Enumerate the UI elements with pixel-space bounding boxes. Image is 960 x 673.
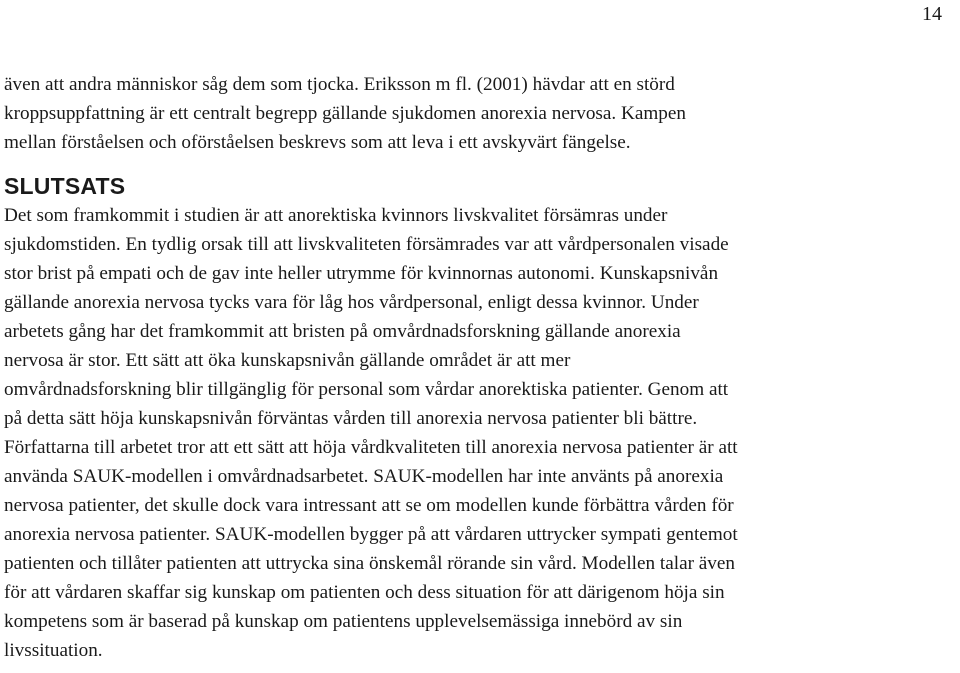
text-line: nervosa patienter, det skulle dock vara intressant att se om modellen kunde förbättra vården för bbox=[4, 495, 734, 516]
text-line: mellan förståelsen och oförståelsen beskrevs som att leva i ett avskyvärt fängelse. bbox=[4, 132, 631, 153]
text-line: patienten och tillåter patienten att uttrycka sina önskemål rörande sin vård. Modellen talar även bbox=[4, 553, 735, 574]
text-line: omvårdnadsforskning blir tillgänglig för personal som vårdar anorektiska patienter. Genom att bbox=[4, 379, 729, 400]
text-line: Författarna till arbetet tror att ett sätt att höja vårdkvaliteten till anorexia nervosa patienter är att bbox=[4, 437, 738, 458]
text-line: kompetens som är baserad på kunskap om patientens upplevelsemässiga innebörd av sin bbox=[4, 611, 683, 632]
text-line: på detta sätt höja kunskapsnivån förväntas vården till anorexia nervosa patienter bli bättre. bbox=[4, 408, 698, 429]
text-line: livssituation. bbox=[4, 640, 103, 661]
page-number: 14 bbox=[922, 3, 942, 25]
text-line: Det som framkommit i studien är att anorektiska kvinnors livskvalitet försämras under bbox=[4, 205, 668, 226]
conclusion-paragraph bbox=[4, 201, 954, 665]
text-line: även att andra människor såg dem som tjocka. Eriksson m fl. (2001) hävdar att en störd bbox=[4, 74, 675, 95]
text-line: nervosa är stor. Ett sätt att öka kunskapsnivån gällande området är att mer bbox=[4, 350, 571, 371]
document-body bbox=[4, 70, 954, 665]
text-line: arbetets gång har det framkommit att bristen på omvårdnadsforskning gällande anorexia bbox=[4, 321, 681, 342]
text-line: sjukdomstiden. En tydlig orsak till att livskvaliteten försämrades var att vårdpersonalen visade bbox=[4, 234, 729, 255]
intro-paragraph bbox=[4, 70, 954, 157]
text-line: använda SAUK-modellen i omvårdnadsarbetet. SAUK-modellen har inte använts på anorexia bbox=[4, 466, 724, 487]
text-line: kroppsuppfattning är ett centralt begrepp gällande sjukdomen anorexia nervosa. Kampen bbox=[4, 103, 686, 124]
text-line: stor brist på empati och de gav inte heller utrymme för kvinnornas autonomi. Kunskapsnivån bbox=[4, 263, 719, 284]
text-line: anorexia nervosa patienter. SAUK-modellen bygger på att vårdaren uttrycker sympati gentemot bbox=[4, 524, 738, 545]
text-line: för att vårdaren skaffar sig kunskap om patienten och dess situation för att därigenom höja sin bbox=[4, 582, 725, 603]
text-line: gällande anorexia nervosa tycks vara för låg hos vårdpersonal, enligt dessa kvinnor. Under bbox=[4, 292, 699, 313]
section-heading: SLUTSATS bbox=[4, 173, 126, 199]
